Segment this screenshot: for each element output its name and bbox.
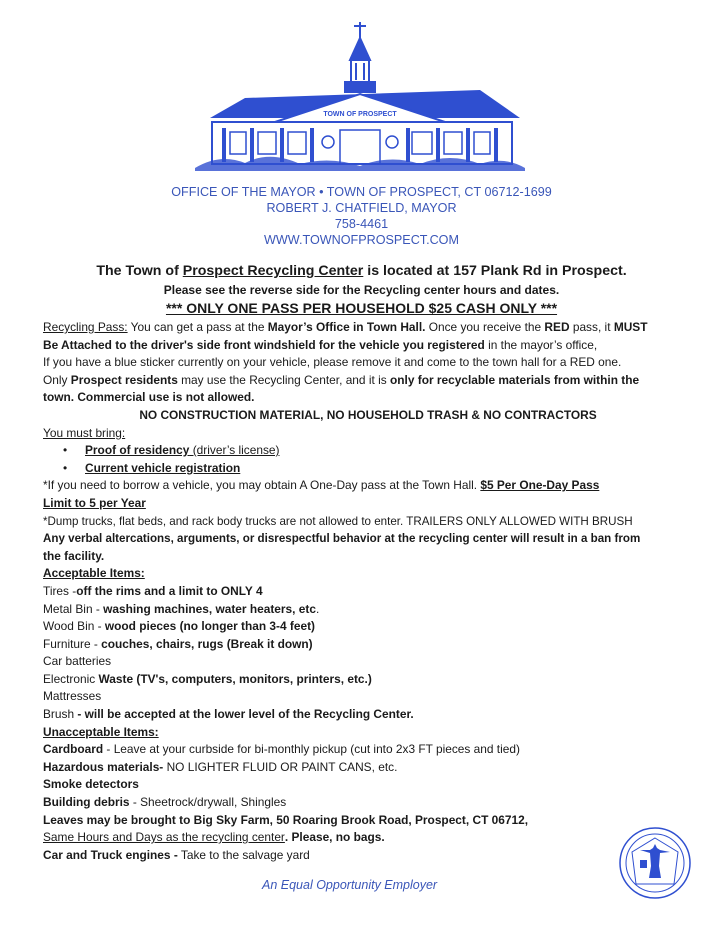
text: off the rims and a limit to ONLY 4: [76, 583, 263, 598]
borrow-line: [43, 477, 693, 495]
unacceptable-item: [43, 776, 693, 794]
document-body: [43, 319, 693, 864]
text: Be Attached to the driver's side front windshield for the vehicle you registered: [43, 337, 485, 352]
reverse-note: Please see the reverse side for the Recycling center hours and dates.: [163, 283, 560, 297]
text: Furniture -: [43, 636, 102, 651]
restriction-notice: [43, 407, 693, 425]
text: town. Commercial use is not allowed.: [43, 390, 255, 405]
location-line: [0, 261, 723, 281]
pass-notice: *** ONLY ONE PASS PER HOUSEHOLD $25 CASH ONLY ***: [165, 300, 558, 316]
must-bring-item: [43, 460, 693, 478]
text: Prospect residents: [70, 372, 178, 387]
equal-opportunity-text: An Equal Opportunity Employer: [262, 878, 438, 892]
recycling-pass-line-3: If you have a blue sticker currently on your vehicle, please remove it and come to the town hall for a RED one.: [43, 355, 622, 370]
trucks-notice: *Dump trucks, flat beds, and rack body trucks are not allowed to enter. TRAILERS ONLY ALLOWED WITH BRUSH: [43, 514, 633, 528]
text: Acceptable Items:: [43, 566, 145, 581]
text: RED: [544, 320, 570, 334]
bullet-icon: •: [63, 460, 68, 475]
text: You can get a pass at the: [127, 320, 268, 334]
text: Cardboard: [43, 742, 104, 757]
unacceptable-item: [43, 759, 693, 777]
text: *If you need to borrow a vehicle, you may obtain A One-Day pass at the Town Hall.: [43, 478, 481, 493]
text: Electronic: [43, 671, 99, 686]
text: Waste (TV's, computers, monitors, printers, etc.): [98, 671, 372, 686]
text: NO LIGHTER FLUID OR PAINT CANS, etc.: [163, 759, 398, 774]
location-pre: The Town of: [96, 263, 183, 279]
leaves-line-2: [43, 829, 693, 847]
text: the facility.: [43, 548, 105, 563]
text: Leaves may be brought to Big Sky Farm, 50 Roaring Brook Road, Prospect, CT 06712,: [43, 812, 529, 827]
borrow-limit: [43, 495, 693, 513]
letterhead: [0, 184, 723, 248]
text: Brush: [43, 707, 78, 722]
text: Same Hours and Days as the recycling center: [43, 830, 285, 845]
website: WWW.TOWNOFPROSPECT.COM: [264, 233, 459, 247]
unacceptable-label: [43, 724, 693, 742]
text: Car and Truck engines -: [43, 847, 178, 862]
acceptable-item: [43, 601, 693, 619]
conduct-line-1: [43, 530, 693, 548]
building-sign: TOWN OF PROSPECT: [323, 111, 397, 118]
text: - Leave at your curbside for bi-monthly pickup (cut into 2x3 FT pieces and tied): [103, 742, 520, 757]
recycling-pass-label: Recycling Pass:: [43, 320, 128, 334]
recycling-pass-line-1: [43, 319, 693, 337]
acceptable-label: [43, 565, 693, 583]
text: Hazardous materials-: [43, 759, 164, 774]
town-seal-icon: [618, 826, 692, 900]
text: Wood Bin -: [43, 619, 105, 634]
town-hall-logo: [190, 18, 530, 173]
location-post: is located at 157 Plank Rd in Prospect.: [363, 263, 627, 279]
text: - Sheetrock/drywall, Shingles: [129, 795, 287, 810]
leaves-line-1: [43, 812, 693, 830]
text: may use the Recycling Center, and it is: [177, 372, 390, 387]
text: Only: [43, 372, 71, 387]
unacceptable-item: [43, 741, 693, 759]
unacceptable-item: [43, 794, 693, 812]
conduct-line-2: [43, 548, 693, 566]
mayor-line: ROBERT J. CHATFIELD, MAYOR: [266, 201, 457, 215]
text: pass, it: [569, 320, 614, 334]
must-bring-label: You must bring:: [43, 425, 126, 440]
acceptable-item: [43, 618, 693, 636]
headline: [0, 261, 723, 317]
text: .: [315, 601, 320, 616]
phone-number: 758-4461: [334, 217, 389, 231]
acceptable-item: [43, 706, 693, 724]
text: Smoke detectors: [43, 777, 139, 792]
text: Any verbal altercations, arguments, or disrespectful behavior at the recycling center will result in a ban from: [43, 532, 641, 546]
text: . Please, no bags.: [284, 830, 385, 845]
acceptable-list: [43, 583, 693, 724]
text: Take to the salvage yard: [177, 847, 310, 862]
text: Current vehicle registration: [85, 460, 241, 475]
text: Car batteries: [43, 654, 112, 669]
text: MUST: [613, 320, 648, 334]
text: Mayor’s Office in Town Hall.: [267, 320, 426, 334]
bullet-icon: •: [63, 443, 68, 458]
text: in the mayor’s office,: [484, 337, 598, 352]
text: Tires -: [43, 583, 77, 598]
acceptable-item: [43, 671, 693, 689]
acceptable-item: [43, 653, 693, 671]
text: wood pieces (no longer than 3-4 feet): [104, 619, 315, 634]
recycling-pass-line-5: [43, 389, 693, 407]
text: Metal Bin -: [43, 601, 104, 616]
text: washing machines, water heaters, etc: [103, 601, 316, 616]
recycling-center-name: Prospect Recycling Center: [182, 263, 364, 279]
text: NO CONSTRUCTION MATERIAL, NO HOUSEHOLD TRASH & NO CONTRACTORS: [139, 407, 597, 422]
text: - will be accepted at the lower level of the Recycling Center.: [77, 707, 414, 722]
text: Limit to 5 per Year: [43, 495, 146, 510]
text: couches, chairs, rugs (Break it down): [101, 636, 313, 651]
text: Proof of residency: [85, 443, 190, 458]
acceptable-item: [43, 583, 693, 601]
text: Building debris: [43, 795, 130, 810]
acceptable-item: [43, 688, 693, 706]
text: Once you receive the: [425, 320, 545, 334]
text: Mattresses: [43, 689, 102, 704]
acceptable-item: [43, 636, 693, 654]
engines-line: [43, 847, 693, 865]
recycling-pass-line-2: [43, 337, 693, 355]
recycling-pass-line-4: [43, 372, 693, 390]
text: only for recyclable materials from within the: [389, 372, 640, 387]
one-day-pass-price: $5 Per One-Day Pass: [480, 478, 600, 493]
must-bring-item: [43, 442, 693, 460]
text: Unacceptable Items:: [43, 724, 159, 739]
office-line: OFFICE OF THE MAYOR • TOWN OF PROSPECT, CT 06712-1699: [171, 185, 552, 199]
text: (driver’s license): [189, 443, 280, 458]
